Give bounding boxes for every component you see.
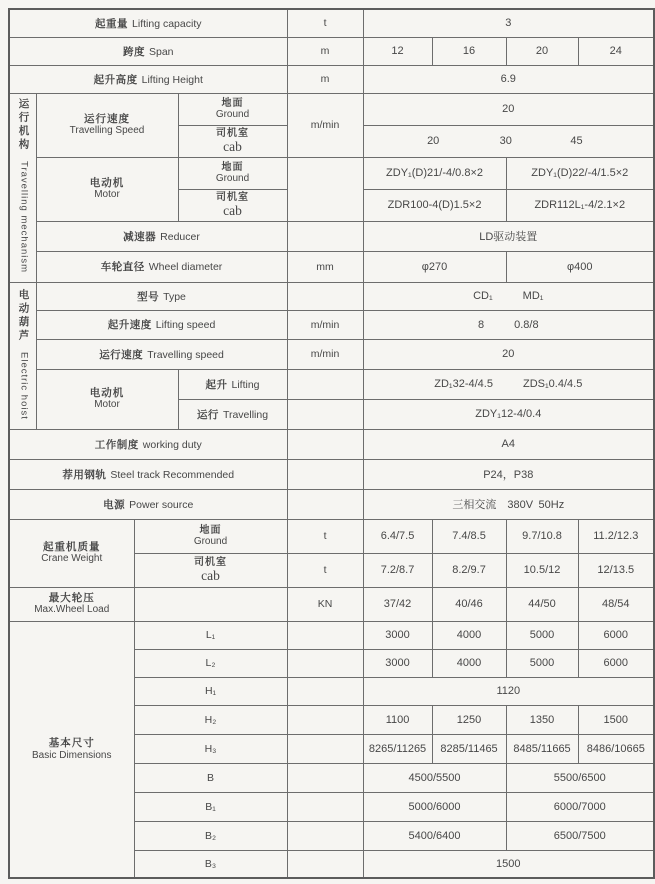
dim-l2-1: 3000 bbox=[363, 649, 432, 677]
span-value-4: 24 bbox=[578, 37, 654, 65]
section-travelling-mechanism bbox=[9, 93, 36, 282]
travelling-speed-ground-value: 20 bbox=[363, 93, 654, 125]
travelling-motor-cab-sublabel: 司机室 cab bbox=[178, 189, 287, 221]
dim-h3-3: 8485/11665 bbox=[506, 734, 578, 763]
dim-h2-4: 1500 bbox=[578, 705, 654, 734]
dim-l2-sublabel: L₂ bbox=[134, 649, 287, 677]
steel-track-value: P24，P38 bbox=[363, 459, 654, 489]
max-wheel-load-sublabel-empty bbox=[134, 587, 287, 621]
crane-weight-cab-unit: t bbox=[287, 553, 363, 587]
travelling-motor-cab-right: ZDR112L₁-4/2.1×2 bbox=[506, 189, 654, 221]
working-duty-value: A4 bbox=[363, 429, 654, 459]
crane-weight-cab-2: 8.2/9.7 bbox=[432, 553, 506, 587]
dim-h3-sublabel: H₃ bbox=[134, 734, 287, 763]
lifting-speed-label: 起升速度 Lifting speed bbox=[36, 310, 287, 339]
cab-speed-1: 20 bbox=[427, 135, 440, 147]
wheel-diameter-left: φ270 bbox=[363, 251, 506, 282]
max-wheel-load-3: 44/50 bbox=[506, 587, 578, 621]
working-duty-unit-empty bbox=[287, 429, 363, 459]
hoist-travelling-speed-value: 20 bbox=[363, 339, 654, 369]
reducer-label: 减速器 Reducer bbox=[36, 221, 287, 251]
dim-l1-2: 4000 bbox=[432, 621, 506, 649]
dim-h3-4: 8486/10665 bbox=[578, 734, 654, 763]
max-wheel-load-1: 37/42 bbox=[363, 587, 432, 621]
hoist-type-label: 型号 Type bbox=[36, 282, 287, 310]
span-value-2: 16 bbox=[432, 37, 506, 65]
lifting-capacity-label-zh: 起重量 bbox=[95, 17, 129, 30]
crane-weight-ground-4: 11.2/12.3 bbox=[578, 519, 654, 553]
row-crane-weight-ground bbox=[9, 519, 654, 553]
travelling-speed-ground-sublabel: 地面 Ground bbox=[178, 93, 287, 125]
crane-weight-cab-3: 10.5/12 bbox=[506, 553, 578, 587]
dim-l1-3: 5000 bbox=[506, 621, 578, 649]
crane-weight-cab-1: 7.2/8.7 bbox=[363, 553, 432, 587]
dim-b1-left: 5000/6000 bbox=[363, 792, 506, 821]
dim-b2-left: 5400/6400 bbox=[363, 821, 506, 850]
hoist-travelling-speed-label: 运行速度 Travelling speed bbox=[36, 339, 287, 369]
lifting-height-label: 起升高度 Lifting Height bbox=[9, 65, 287, 93]
hoist-type-b: MD₁ bbox=[522, 290, 544, 302]
hoist-motor-lifting-values bbox=[363, 369, 654, 399]
hoist-motor-label: 电动机 Motor bbox=[36, 369, 178, 429]
crane-weight-ground-2: 7.4/8.5 bbox=[432, 519, 506, 553]
reducer-value: LD驱动装置 bbox=[363, 221, 654, 251]
reducer-unit-empty bbox=[287, 221, 363, 251]
row-span bbox=[9, 37, 654, 65]
dim-h2-1: 1100 bbox=[363, 705, 432, 734]
hoist-motor-travelling-unit-empty bbox=[287, 399, 363, 429]
lifting-speed-values bbox=[363, 310, 654, 339]
travelling-motor-cab-left: ZDR100-4(D)1.5×2 bbox=[363, 189, 506, 221]
dim-b2-sublabel: B₂ bbox=[134, 821, 287, 850]
dim-b-left: 4500/5500 bbox=[363, 763, 506, 792]
electric-hoist-vertical-label: 电动葫芦Electric hoist bbox=[17, 288, 30, 420]
crane-weight-ground-1: 6.4/7.5 bbox=[363, 519, 432, 553]
row-wheel-diameter bbox=[9, 251, 654, 282]
dim-h2-3: 1350 bbox=[506, 705, 578, 734]
row-steel-track bbox=[9, 459, 654, 489]
crane-weight-ground-3: 9.7/10.8 bbox=[506, 519, 578, 553]
row-lifting-speed bbox=[9, 310, 654, 339]
row-hoist-travelling-speed bbox=[9, 339, 654, 369]
span-value-1: 12 bbox=[363, 37, 432, 65]
dim-b1-sublabel: B₁ bbox=[134, 792, 287, 821]
lifting-capacity-label-en: Lifting capacity bbox=[132, 17, 202, 30]
lifting-speed-b: 0.8/8 bbox=[514, 318, 539, 331]
dim-l1-1: 3000 bbox=[363, 621, 432, 649]
hoist-type-values bbox=[363, 282, 654, 310]
wheel-diameter-unit: mm bbox=[287, 251, 363, 282]
dim-l1-unit-empty bbox=[287, 621, 363, 649]
cab-speed-2: 30 bbox=[499, 135, 512, 147]
row-lifting-height bbox=[9, 65, 654, 93]
dim-h3-1: 8265/11265 bbox=[363, 734, 432, 763]
dim-b1-unit-empty bbox=[287, 792, 363, 821]
dim-h1-sublabel: H₁ bbox=[134, 677, 287, 705]
crane-spec-table bbox=[8, 8, 655, 879]
dim-h3-unit-empty bbox=[287, 734, 363, 763]
dim-h2-unit-empty bbox=[287, 705, 363, 734]
max-wheel-load-2: 40/46 bbox=[432, 587, 506, 621]
power-source-unit-empty bbox=[287, 489, 363, 519]
row-working-duty bbox=[9, 429, 654, 459]
crane-weight-label: 起重机质量 Crane Weight bbox=[9, 519, 134, 587]
dim-l2-3: 5000 bbox=[506, 649, 578, 677]
travelling-motor-unit-empty bbox=[287, 157, 363, 221]
max-wheel-load-unit: KN bbox=[287, 587, 363, 621]
lifting-height-value: 6.9 bbox=[363, 65, 654, 93]
row-travelling-speed-ground bbox=[9, 93, 654, 125]
hoist-motor-lifting-unit-empty bbox=[287, 369, 363, 399]
hoist-travelling-speed-unit: m/min bbox=[287, 339, 363, 369]
row-travelling-motor-ground bbox=[9, 157, 654, 189]
power-source-label: 电源 Power source bbox=[9, 489, 287, 519]
span-label: 跨度 Span bbox=[9, 37, 287, 65]
wheel-diameter-right: φ400 bbox=[506, 251, 654, 282]
lifting-capacity-unit: t bbox=[287, 9, 363, 37]
row-hoist-type bbox=[9, 282, 654, 310]
row-hoist-motor-lifting bbox=[9, 369, 654, 399]
hoist-type-a: CD₁ bbox=[473, 290, 493, 302]
dim-b-right: 5500/6500 bbox=[506, 763, 654, 792]
dim-h2-2: 1250 bbox=[432, 705, 506, 734]
dim-h1-value: 1120 bbox=[363, 677, 654, 705]
hoist-motor-lifting-sublabel: 起升 Lifting bbox=[178, 369, 287, 399]
dim-l2-4: 6000 bbox=[578, 649, 654, 677]
dim-b3-value: 1500 bbox=[363, 850, 654, 878]
lifting-height-unit: m bbox=[287, 65, 363, 93]
dim-b3-unit-empty bbox=[287, 850, 363, 878]
basic-dimensions-label: 基本尺寸 Basic Dimensions bbox=[9, 621, 134, 878]
crane-weight-ground-unit: t bbox=[287, 519, 363, 553]
travelling-speed-label: 运行速度 Travelling Speed bbox=[36, 93, 178, 157]
travelling-mechanism-vertical-label: 运行机构Travelling mechanism bbox=[17, 98, 30, 274]
power-source-value: 三相交流 380V 50Hz bbox=[363, 489, 654, 519]
dim-b2-unit-empty bbox=[287, 821, 363, 850]
dim-l1-4: 6000 bbox=[578, 621, 654, 649]
dim-b1-right: 6000/7000 bbox=[506, 792, 654, 821]
max-wheel-load-4: 48/54 bbox=[578, 587, 654, 621]
hoist-motor-travelling-sublabel: 运行 Travelling bbox=[178, 399, 287, 429]
travelling-speed-unit: m/min bbox=[287, 93, 363, 157]
lifting-capacity-label bbox=[9, 9, 287, 37]
travelling-speed-cab-sublabel: 司机室 cab bbox=[178, 125, 287, 157]
dim-l2-unit-empty bbox=[287, 649, 363, 677]
lifting-capacity-value: 3 bbox=[363, 9, 654, 37]
dim-b-sublabel: B bbox=[134, 763, 287, 792]
row-reducer bbox=[9, 221, 654, 251]
crane-weight-cab-4: 12/13.5 bbox=[578, 553, 654, 587]
travelling-motor-label: 电动机 Motor bbox=[36, 157, 178, 221]
dim-l1-sublabel: L₁ bbox=[134, 621, 287, 649]
span-value-3: 20 bbox=[506, 37, 578, 65]
working-duty-label: 工作制度 working duty bbox=[9, 429, 287, 459]
dim-h1-unit-empty bbox=[287, 677, 363, 705]
dim-b2-right: 6500/7500 bbox=[506, 821, 654, 850]
dim-b-unit-empty bbox=[287, 763, 363, 792]
travelling-motor-ground-sublabel: 地面 Ground bbox=[178, 157, 287, 189]
steel-track-unit-empty bbox=[287, 459, 363, 489]
travelling-motor-ground-right: ZDY₁(D)22/-4/1.5×2 bbox=[506, 157, 654, 189]
dim-l2-2: 4000 bbox=[432, 649, 506, 677]
wheel-diameter-label: 车轮直径 Wheel diameter bbox=[36, 251, 287, 282]
row-max-wheel-load bbox=[9, 587, 654, 621]
hoist-motor-travelling-value: ZDY₁12-4/0.4 bbox=[363, 399, 654, 429]
hoist-motor-lifting-a: ZD₁32-4/4.5 bbox=[434, 378, 493, 390]
hoist-type-unit-empty bbox=[287, 282, 363, 310]
row-dim-l1 bbox=[9, 621, 654, 649]
steel-track-label: 荐用钢轨 Steel track Recommended bbox=[9, 459, 287, 489]
dim-b3-sublabel: B₃ bbox=[134, 850, 287, 878]
dim-h2-sublabel: H₂ bbox=[134, 705, 287, 734]
section-electric-hoist bbox=[9, 282, 36, 429]
travelling-motor-ground-left: ZDY₁(D)21/-4/0.8×2 bbox=[363, 157, 506, 189]
travelling-speed-cab-values bbox=[363, 125, 654, 157]
row-lifting-capacity bbox=[9, 9, 654, 37]
cab-speed-3: 45 bbox=[570, 135, 583, 147]
dim-h3-2: 8285/11465 bbox=[432, 734, 506, 763]
max-wheel-load-label: 最大轮压 Max.Wheel Load bbox=[9, 587, 134, 621]
span-unit: m bbox=[287, 37, 363, 65]
lifting-speed-a: 8 bbox=[477, 318, 485, 331]
crane-weight-ground-sublabel: 地面 Ground bbox=[134, 519, 287, 553]
crane-weight-cab-sublabel: 司机室 cab bbox=[134, 553, 287, 587]
row-power-source bbox=[9, 489, 654, 519]
lifting-speed-unit: m/min bbox=[287, 310, 363, 339]
hoist-motor-lifting-b: ZDS₁0.4/4.5 bbox=[522, 378, 583, 390]
